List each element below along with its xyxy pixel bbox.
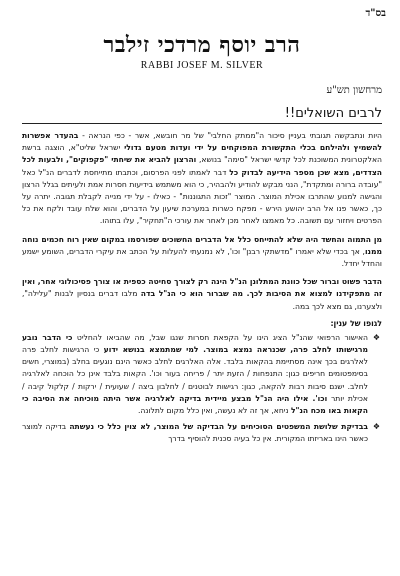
bold-text-run: וכו'. אילו היה הנ"ל מבצע מיידית בדיקה לאלרגיה אשר היתה מוכיחה את הסיבה כי הקאות באו מכח הנ"ל	[22, 393, 368, 416]
text-run: כי הרגישות לחלב פרה לאלרגים בכך אינה מסתיימת בהקאות בלבד. אלה האלרגים לחלב כאשר הינם נוגעים בחלב (במוצרי, חשים בסימפטומים חריפים כגון: התנפחות / הזעת יתר / פריחה בעור וכו'. הקאות בלבד אינן כל הוכחה לאלרגיה לחלב. ישנם סיבות רבות להקאה, כגון: רגישות לבוטנים / לחלבון ביצה / שעועית / ירקות / קלקול קיבה / אכילת יותר	[22, 345, 368, 403]
diamond-bullet-icon: ❖	[372, 332, 380, 342]
bold-text-run: מן התמוה והחשד היה שלא להתייחס כלל אל הדברים החשוכים שפורסמו במקום שאין רוח חכמים נוחה ממנו	[22, 234, 382, 256]
text-run: דבר לאמתו לפני הפרסום, וכתבתו מתייחסת לדברים הנ"ל כאל "עובדה ברורה ומתקדת", הנני מבקש להודיע ולהבהיר, כי הוא משתמש בידיעות חסרות אמת ולעיתים בגלל הרצון והגישה למנוע שהתרבו אכילת המוצר. המוצר "זכות התגוננות" - כאילו - על ידי מנייה לקבלת תגובה. יתרה על כך, כאשר פנו אל הרב יהושע הירש - מפקח כשרות במערכת שיעון על הדברים, והוא שלח עובד ולקח את כל הפרטים ויחזור עם תשובה. כל מאמצו לאחר מכן לאחר את עורכי ה"תחקיר", עלו בתוהו.	[22, 167, 382, 226]
paragraph	[22, 234, 382, 271]
section-subheading: לגופו של ענין:	[330, 318, 382, 328]
text-run: ישראל שליט"א, הוצגה ברשת האלקטרונית המשוכנת לכל קדשי ישראל "סימה" בנושא,	[22, 143, 382, 165]
bsd-mark: בס"ד	[365, 8, 386, 19]
rabbi-hebrew-name: הרב יוסף מרדכי זילבר	[103, 32, 301, 58]
text-run: , אך בכדי שלא יאמרו "מדשתקי רבנן" וכו', לא נמנעתי להעלות על הכתב את עיקרי הדברים, השומע ישמע והחדל יחדל.	[22, 246, 382, 269]
rabbi-english-name: RABBI JOSEF M. SILVER	[140, 60, 264, 71]
paragraph	[22, 276, 382, 313]
text-run: האישור הרפואי שהנ"ל הציג הינו על הקפאת חסרות שנגו שבל, מה שהביאו להחליט	[72, 332, 368, 342]
bold-text-run: והרצון להביא את שיחתי "פקפוקים", ולבעות לכל הצדדים, מצא שכן מספר הידיעה לבדוק כל	[22, 155, 382, 177]
paragraph	[22, 130, 382, 228]
text-run: היות ונתבקשה תגובתי בעניין סיכור ה"ממתק החלבי" של מר חובשא, אשר - כפי הנראה -	[78, 131, 383, 140]
list-item	[22, 421, 380, 445]
bold-text-run: הדבר פשוט וברור שכל כוונת המתלונן הנ"ל הינה רק לצורך סחיטה כספית או צורך פסיכולוגי אחר, ואין זה מתפקידנו למצוא את הסיבות לכך. מה שברור הוא כי הנ"ל בדה	[22, 277, 382, 299]
list-item	[22, 332, 380, 417]
text-run: מלבו דברים בנסיון לבנות "עלילה", ולצערנו, גם מצא לכך במה.	[22, 289, 382, 311]
bold-text-run: בהעדר אפשרות להשמיץ ולהילחם בכלי התקשורת המפוקחים על ידי ועדות מטעם גדולי	[22, 131, 383, 153]
bullet-list	[22, 332, 382, 446]
letter-body	[22, 130, 382, 313]
greeting: לרבים השואלים!!	[284, 106, 382, 121]
bold-text-run: כי הדבר נובע מרגישותו לחלב פרה, שכנראה נמצא במוצר. למי שמתמצא בנושא ידוע	[22, 332, 368, 355]
text-run: בדיקה למוצר כאשר הינו באריזתו המקורית. אין כל בעיה סכנית להוסיף בדרך	[22, 422, 368, 444]
text-run: ניחא, אך זה לא נעשה, ואין כלל מקום לתלונה.	[138, 406, 291, 416]
diamond-bullet-icon: ❖	[372, 422, 380, 432]
letter-date: מרחשון תש"ע	[326, 85, 382, 96]
divider	[22, 123, 382, 124]
bold-text-run: בבדיקת שלושת המשפטים הסוכיחים על הבדיקה של המוצר, לא צוין כלל כי נעשתה	[69, 422, 368, 432]
